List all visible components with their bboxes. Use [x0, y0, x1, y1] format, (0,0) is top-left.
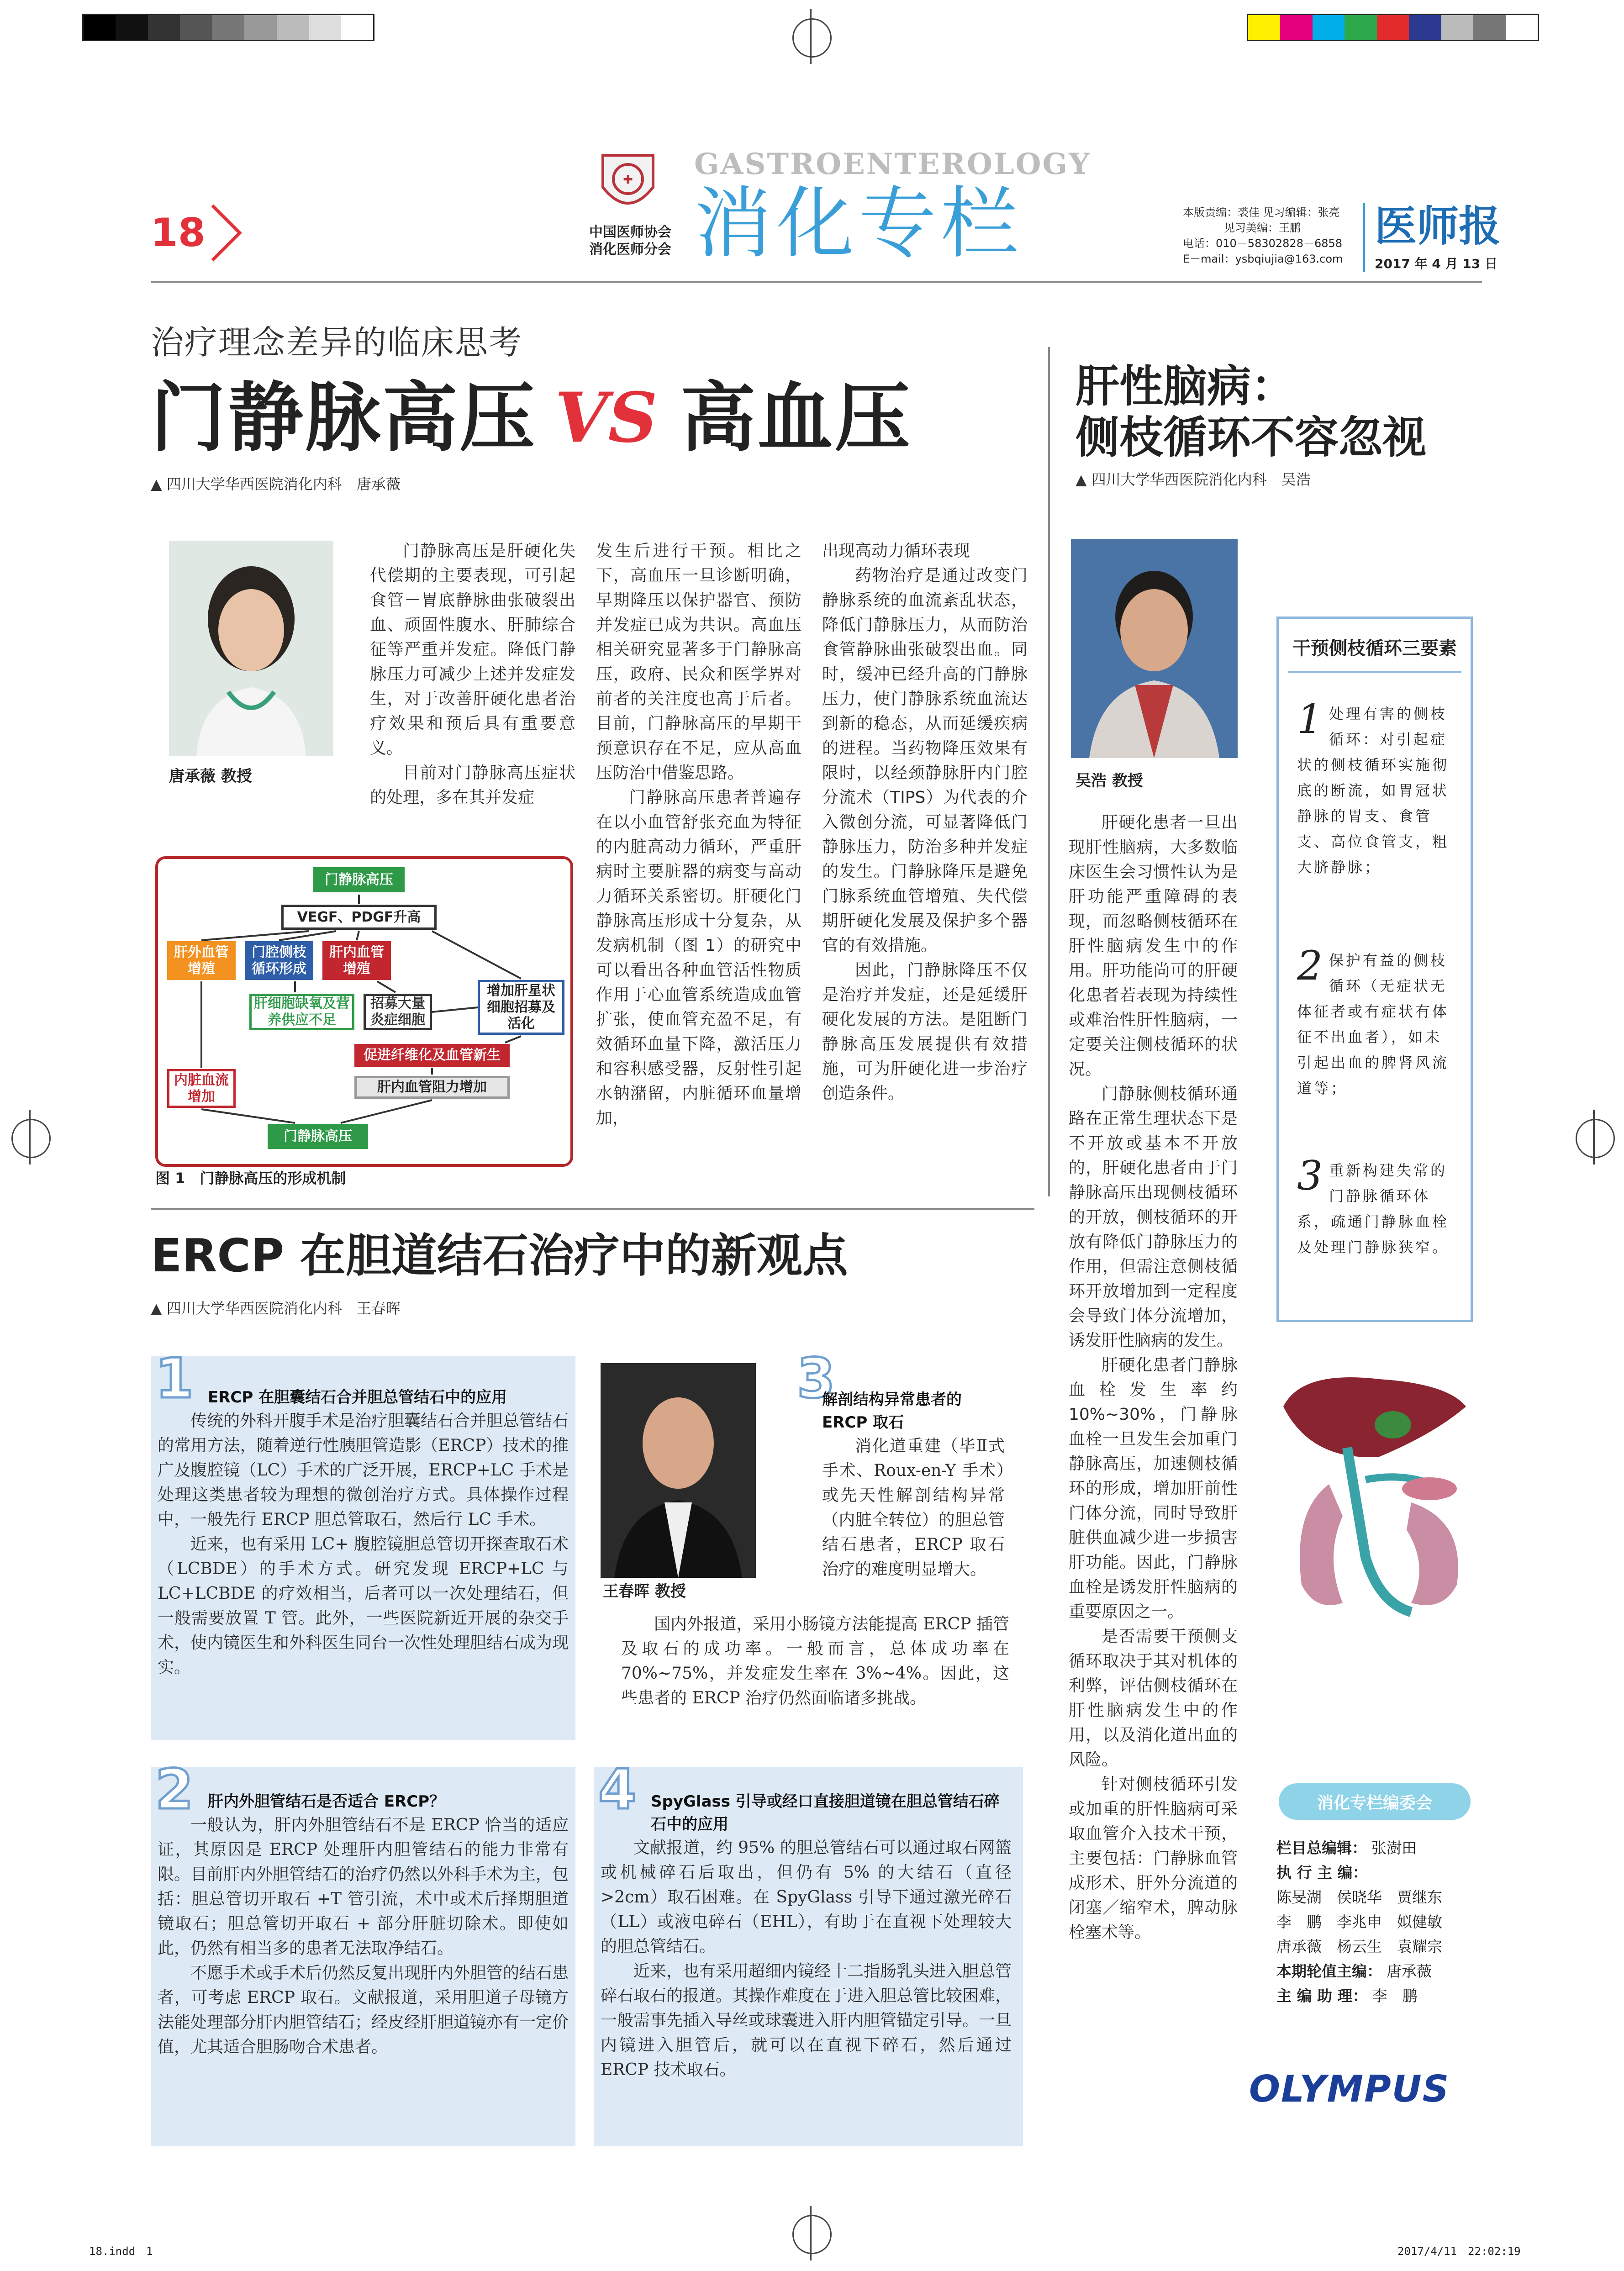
- registration-mark-right: [1566, 1110, 1621, 1164]
- section-3-number: 3: [797, 1347, 835, 1411]
- sidebox-point-2: 2 保护有益的侧枝循环（无症状无体征者或有症状有体征不出血者），如未引起出血的脾肾风流道等；: [1297, 942, 1450, 1097]
- fc-vegf: VEGF、PDGF升高: [281, 905, 437, 930]
- committee-line: 唐承薇 杨云生 袁耀宗: [1276, 1938, 1442, 1955]
- fc-e2: 肝内血管阻力增加: [354, 1076, 510, 1099]
- article1-byline: ▲ 四川大学华西医院消化内科 唐承薇: [151, 475, 401, 493]
- section-3-content-lower: 国内外报道，采用小肠镜方法能提高 ERCP 插管及取石的成功率。一般而言，总体成功率在 70%~75%，并发症发生率在 3%~4%。因此，这些患者的 ERCP 治疗仍然面临诸多挑战。: [621, 1615, 1009, 1707]
- title-vs: VS: [555, 378, 658, 458]
- svg-text:✚: ✚: [623, 173, 633, 187]
- committee-badge: 消化专栏编委会: [1279, 1783, 1471, 1820]
- article3-rule: [151, 1208, 1034, 1210]
- article2-byline: ▲ 四川大学华西医院消化内科 吴浩: [1076, 471, 1311, 488]
- sponsor-logo: OLYMPUS: [1249, 2068, 1450, 2110]
- author-photo-wu: [1071, 539, 1238, 758]
- article1-kicker: 治疗理念差异的临床思考: [151, 323, 523, 362]
- sidebox-rule: [1288, 671, 1461, 673]
- section-1-content: ERCP 在胆囊结石合并胆总管结石中的应用 传统的外科开腹手术是治疗胆囊结石合并胆总管结石的常用方法，随着逆行性胰胆管造影（ERCP）技术的推广及腹腔镜（LC）手术的广泛开展，ERCP+LC 手术是处理这类患者较为理想的微创治疗方式。具体操作过程中，一般先行 ERCP 胆总管取石，然后行 LC 手术。 近来，也有采用 LC+ 腹腔镜胆总管切开探查取石术（LCBDE）的手术方式。研究发现 ERCP+LC 与 LC+LCBDE 的疗效相当，后者可以一次处理结石，但一般需要放置 T 管。此外，一些医院新近开展的杂交手术，使内镜医生和外科医生同台一次性处理胆结石成为现实。: [158, 1388, 569, 1677]
- title-left: 门静脉高压: [151, 374, 537, 462]
- paper-name: 医师报: [1375, 201, 1501, 251]
- article2-body: 肝硬化患者一旦出现肝性脑病，大多数临床医生会习惯性认为是肝功能严重障碍的表现，而忽略侧枝循环在肝性脑病发生中的作用。肝功能尚可的肝硬化患者若表现为持续性或难治性肝性脑病，一定要关注侧枝循环的状况。 门静脉侧枝循环通路在正常生理状态下是不开放或基本不开放的，肝硬化患者由于门静脉高压出现侧枝循环的开放，侧枝循环的开放有降低门静脉压力的作用，但需注意侧枝循环开放增加到一定程度会导致门体分流增加，诱发肝性脑病的发生。 肝硬化患者门静脉血栓发生率约 10%~30%，门静脉血栓一旦发生会加重门静脉高压，加速侧枝循环的形成，增加肝前性门体分流，同时导致肝脏供血减少进一步损害肝功能。因此，门静脉血栓是诱发肝性脑病的重要原因之一。 是否需要干预侧支循环取决于其对机体的利弊，评估侧枝循环在肝性脑病发生中的作用，以及消化道出血的风险。 针对侧枝循环引发或加重的肝性脑病可采取血管介入技术干预，主要包括：门静脉血管成形术、肝外分流道的闭塞／缩窄术，脾动脉栓塞术等。: [1069, 813, 1238, 1942]
- fc-b2: 门腔侧枝循环形成: [245, 941, 313, 980]
- fc-bottom: 门静脉高压: [268, 1124, 368, 1149]
- header-divider: [1363, 203, 1365, 272]
- header-rule: [151, 281, 1482, 283]
- credit-line: 见习美编：王鹏: [1224, 221, 1301, 234]
- author-caption-tang: 唐承薇 教授: [169, 767, 252, 785]
- footer-file: 18.indd 1: [89, 2245, 153, 2258]
- credit-line: E－mail：ysbqiujia@163.com: [1183, 253, 1343, 265]
- figure-1-flowchart: [155, 856, 573, 1167]
- society-name-2: 消化医师分会: [589, 242, 671, 258]
- society-name-1: 中国医师协会: [589, 224, 671, 240]
- section-4-content: SpyGlass 引导或经口直接胆道镜在胆总管结石碎石中的应用 文献报道，约 95% 的胆总管结石可以通过取石网篮或机械碎石后取出，但仍有 5% 的大结石（直径 >2cm）取石困难。在 SpyGlass 引导下通过激光碎石（LL）或液电碎石（EHL），有助于在直视下处理较大的胆总管结石。 近来，也有采用超细内镜经十二指肠乳头进入胆总管碎石取石的报道。其操作难度在于进入胆总管比较困难，一般需事先插入导丝或球囊进入肝内胆管锚定引导。一旦内镜进入胆管后，就可以在直视下碎石，然后通过 ERCP 技术取石。: [601, 1792, 1012, 2079]
- title-right: 高血压: [680, 374, 912, 462]
- article1-title: [151, 372, 912, 464]
- editor-credits: [1183, 205, 1356, 267]
- article3-byline: ▲ 四川大学华西医院消化内科 王春晖: [151, 1300, 401, 1317]
- society-logo: [598, 151, 658, 219]
- author-caption-wang: 王春晖 教授: [603, 1582, 686, 1601]
- committee-line: 主 编 助 理： 李 鹏: [1276, 1987, 1418, 2005]
- section-2-content: 肝内外胆管结石是否适合 ERCP？ 一般认为，肝内外胆管结石不是 ERCP 恰当的适应证，其原因是 ERCP 处理肝内胆管结石的能力非常有限。目前肝内外胆管结石的治疗仍然以外科手术为主，包括：胆总管切开取石 +T 管引流，术中或术后择期胆道镜取石；胆总管切开取石 + 部分肝脏切除术。即使如此，仍然有相当多的患者无法取净结石。 不愿手术或手术后仍然反复出现肝内外胆管的结石患者，可考虑 ERCP 取石。文献报道，采用胆道子母镜方法能处理部分肝内胆管结石；经皮经肝胆道镜亦有一定价值，尤其适合胆肠吻合术患者。: [158, 1792, 569, 2056]
- section-4-number: 4: [598, 1758, 637, 1822]
- fc-d1: 促进纤维化及血管新生: [354, 1044, 510, 1067]
- fc-b4: 增加肝星状细胞招募及活化: [478, 980, 564, 1035]
- committee-line: 执 行 主 编：: [1276, 1864, 1368, 1881]
- section-2-number: 2: [155, 1758, 194, 1822]
- credit-line: 本版责编：裘佳 见习编辑：张亮: [1183, 206, 1340, 219]
- author-caption-wu: 吴浩 教授: [1076, 772, 1143, 790]
- author-photo-tang: [169, 541, 333, 756]
- registration-mark-bottom: [783, 2206, 838, 2260]
- author-photo-wang: [601, 1363, 756, 1578]
- fc-c1: 肝细胞缺氧及营养供应不足: [249, 994, 354, 1030]
- credit-line: 电话：010－58302828－6858: [1183, 237, 1343, 250]
- article1-col2: 发生后进行干预。相比之下，高血压一旦诊断明确，早期降压以保护器官、预防并发症已成为共识。高血压相关研究显著多于门静脉高压，政府、民众和医学界对前者的关注度也高于后者。目前，门静脉高压的早期干预意识存在不足，应从高血压防治中借鉴思路。 门静脉高压患者普遍存在以小血管舒张充血为特征的内脏高动力循环，严重肝病时主要脏器的病变与高动力循环关系密切。肝硬化门静脉高压形成十分复杂，从发病机制（图 1）的研究中可以看出各种血管活性物质作用于心血管系统造成血管扩张，使血管充盈不足，有效循环血量下降，激活压力和容积感受器，反射性引起水钠潴留，内脏循环血量增加，: [596, 542, 801, 1128]
- column-divider: [1048, 347, 1050, 1196]
- committee-list: [1276, 1836, 1473, 2008]
- registration-mark-left: [2, 1110, 57, 1164]
- footer-timestamp: 2017/4/11 22:02:19: [1397, 2245, 1521, 2258]
- fc-top: 门静脉高压: [313, 867, 405, 892]
- article1-col3: 出现高动力循环表现 药物治疗是通过改变门静脉系统的血流紊乱状态，降低门静脉压力，从而防治食管静脉曲张破裂出血。同时，缓冲已经升高的门静脉压力，使门静脉系统血流达到新的稳态，从而延缓疾病的进程。当药物降压效果有限时，以经颈静脉肝内门腔分流术（TIPS）为代表的介入微创分流，可显著降低门静脉压力，防治多种并发症的发生。门静脉降压是避免门脉系统血管增殖、失代偿期肝硬化发展及保护多个器官的有效措施。 因此，门静脉降压不仅是治疗并发症，还是延缓肝硬化发展的方法。是阻断门静脉高压发展提供有效措施，可为肝硬化进一步治疗创造条件。: [822, 542, 1028, 1103]
- grayscale-bar: [82, 14, 374, 41]
- section-title-cn: 消化专栏: [694, 179, 1023, 269]
- chevron-right-icon: [208, 203, 244, 263]
- page-number: 18: [151, 210, 206, 256]
- article1-col1: 门静脉高压是肝硬化失代偿期的主要表现，可引起食管－胃底静脉曲张破裂出血、顽固性腹水、肝肺综合征等严重并发症。降低门静脉压力可减少上述并发症发生，对于改善肝硬化患者治疗效果和预后具有重要意义。 目前对门静脉高压症状的处理，多在其并发症: [370, 542, 575, 807]
- color-bar: [1247, 14, 1539, 41]
- committee-line: 本期轮值主编： 唐承薇: [1276, 1962, 1432, 1980]
- fc-c2: 招募大量炎症细胞: [364, 994, 432, 1030]
- three-elements-box: [1276, 616, 1473, 1322]
- section-3-content-upper: 解剖结构异常患者的 ERCP 取石 消化道重建（毕Ⅱ式手术、Roux-en-Y 手术）或先天性解剖结构异常（内脏全转位）的胆总管结石患者，ERCP 取石治疗的难度明显增大。: [822, 1391, 1005, 1579]
- fc-e1: 内脏血流增加: [167, 1069, 236, 1108]
- committee-line: 李 鹏 李兆申 姒健敏: [1276, 1913, 1442, 1931]
- article2-title: 肝性脑病： 侧枝循环不容忽视: [1076, 361, 1426, 463]
- figure-1-caption: 图 1 门静脉高压的形成机制: [155, 1170, 346, 1187]
- fc-b3: 肝内血管增殖: [322, 941, 391, 980]
- liver-illustration: [1274, 1365, 1480, 1621]
- sidebox-title: 干预侧枝循环三要素: [1292, 638, 1457, 659]
- article3-title: ERCP 在胆道结石治疗中的新观点: [151, 1229, 848, 1282]
- committee-line: 陈旻湖 侯晓华 贾继东: [1276, 1888, 1442, 1906]
- committee-line: 栏目总编辑： 张澍田: [1276, 1839, 1417, 1857]
- registration-mark-top: [783, 9, 838, 64]
- sidebox-point-1: 1 处理有害的侧枝循环：对引起症状的侧枝循环实施彻底的断流，如胃冠状静脉的胃支、食管支、高位食管支，粗大脐静脉；: [1297, 696, 1450, 876]
- sidebox-point-3: 3 重新构建失常的门静脉循环体系，疏通门静脉血栓及处理门静脉狭窄。: [1297, 1152, 1450, 1256]
- fc-b1: 肝外血管增殖: [167, 941, 236, 980]
- issue-date: 2017 年 4 月 13 日: [1375, 256, 1498, 271]
- section-title-en: GASTROENTEROLOGY: [694, 147, 1091, 181]
- section-1-number: 1: [155, 1347, 194, 1411]
- flowchart-arrows: [158, 859, 571, 1165]
